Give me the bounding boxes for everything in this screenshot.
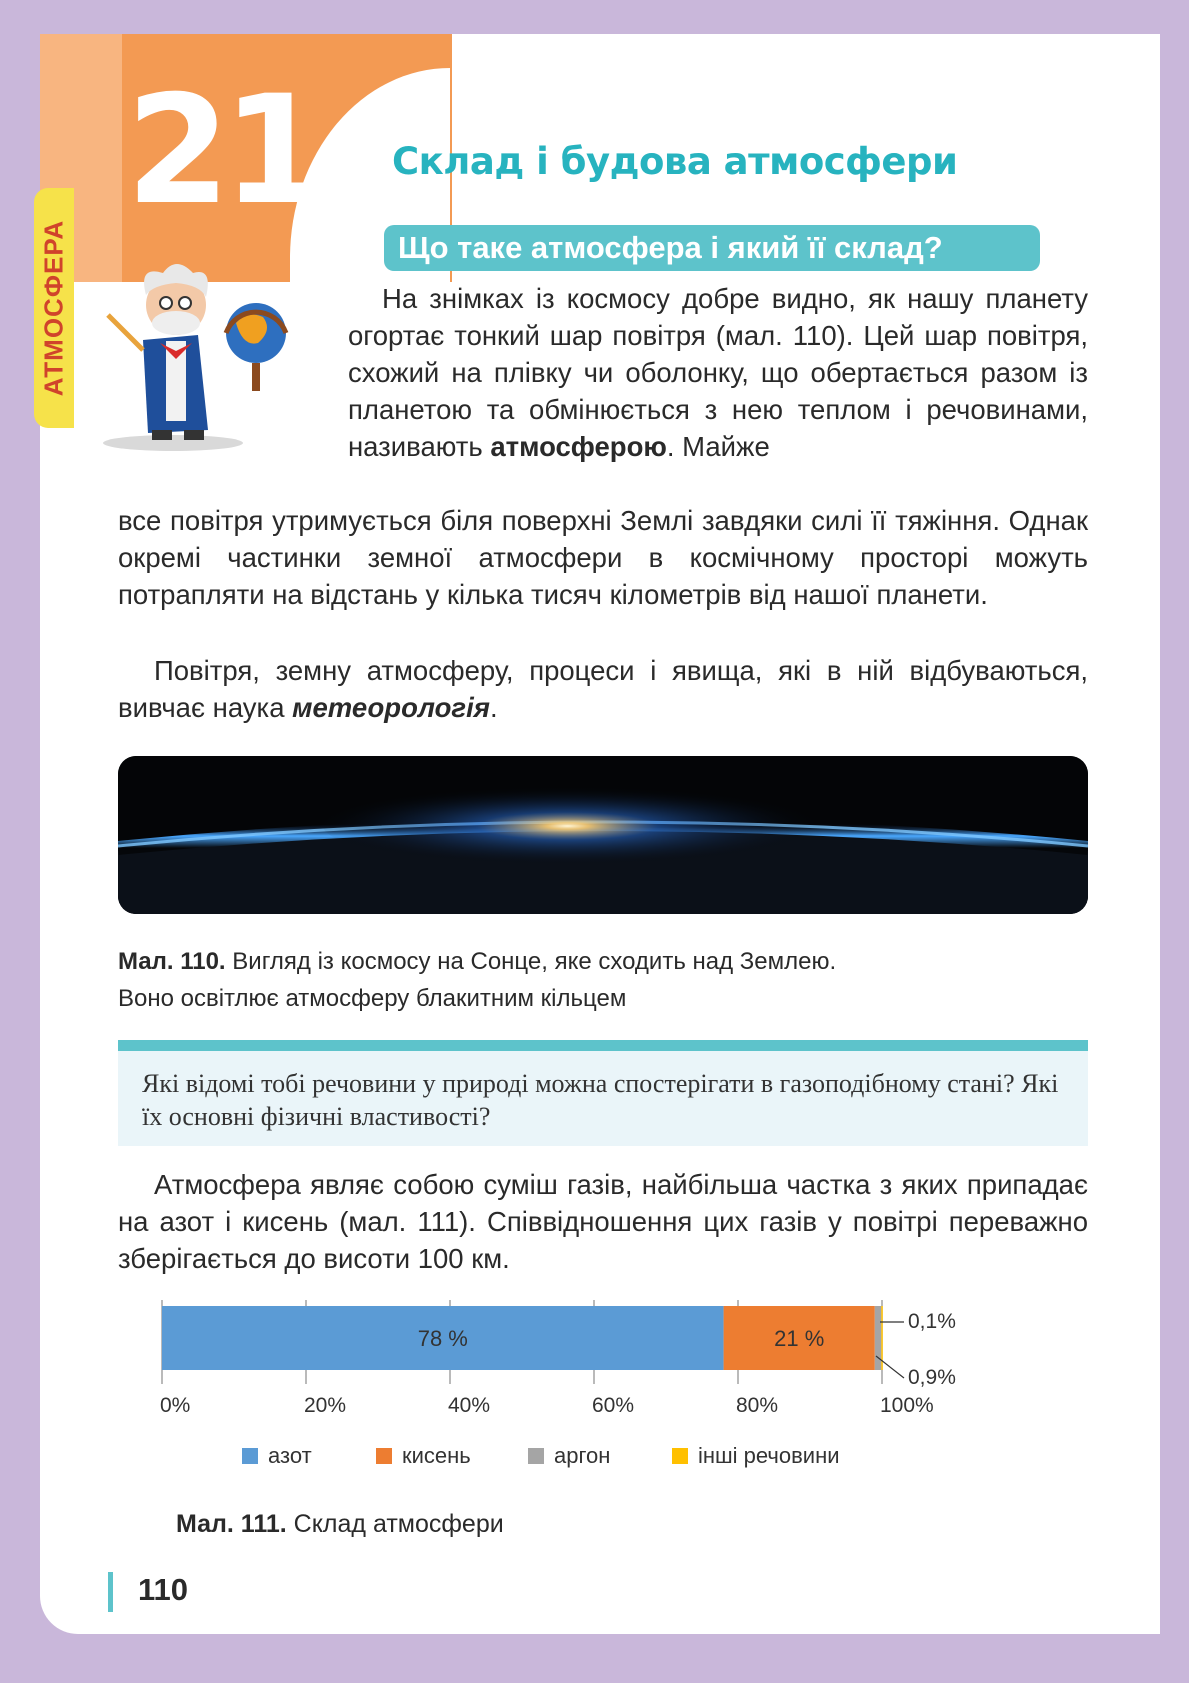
tick-label: 0% [160, 1394, 191, 1417]
legend-label: азот [268, 1443, 312, 1468]
figure-110-label: Мал. 110. [118, 948, 226, 975]
figure-111-caption [176, 1510, 504, 1539]
legend-label: аргон [554, 1443, 611, 1468]
section-label-text: АТМОСФЕРА [38, 219, 69, 397]
legend-label: інші речовини [698, 1443, 840, 1468]
tick-label: 100% [880, 1394, 934, 1417]
professor-illustration-icon [88, 255, 308, 455]
data-label: 78 % [417, 1326, 468, 1351]
legend-label: кисень [402, 1443, 471, 1468]
term-meteorology: метеорологія [292, 692, 490, 723]
paragraph-1-continued: все повітря утримується біля поверхні Землі завдяки силі її тяжіння. Однак окремі частинки земної атмосфери в космічному просторі можуть потрапляти на відстань у кілька тисяч кілометрів від нашої планети. [118, 505, 1088, 610]
tick-label: 60% [592, 1394, 635, 1417]
data-label: 21 % [774, 1326, 825, 1351]
section-side-label [34, 188, 74, 428]
figure-110-caption-line-2: Воно освітлює атмосферу блакитним кільцем [118, 985, 627, 1012]
chapter-number: 21 [126, 64, 319, 238]
paragraph-2-end: . [489, 692, 498, 723]
figure-110-caption-line-1: Вигляд із космосу на Сонце, яке сходить над Землею. [225, 948, 837, 975]
page-title: Склад і будова атмосфери [392, 140, 958, 183]
page-number: 110 [138, 1572, 189, 1607]
paragraph-2 [118, 652, 1088, 726]
tick-label: 40% [448, 1394, 491, 1417]
figure-111-label: Мал. 111. [176, 1510, 287, 1538]
atmosphere-composition-chart [140, 1300, 1060, 1470]
paragraph-1-text: На знімках із космосу добре видно, як нашу планету огортає тонкий шар повітря (мал. 110). Цей шар повітря, схожий на плівку чи оболонку, що обертається разом із планетою та обмінюється з нею теплом і речовинами, називають [348, 283, 1088, 462]
term-atmosphere: атмосферою [490, 431, 667, 462]
figure-111-caption-text: Склад атмосфери [286, 1510, 504, 1538]
legend-swatch [528, 1448, 544, 1464]
question-box: Які відомі тобі речовини у природі можна спостерігати в газоподібному стані? Які їх основні фізичні властивості? [118, 1040, 1088, 1146]
legend-swatch [242, 1448, 258, 1464]
bar-2 [875, 1306, 881, 1370]
paragraph-1-start [348, 280, 1088, 465]
data-label: 0,1% [908, 1310, 956, 1333]
paragraph-3: Атмосфера являє собою суміш газів, найбільша частка з яких припадає на азот і кисень (мал. 111). Співвідношення цих газів у повітрі переважно зберігається до висоти 100 км. [118, 1169, 1088, 1274]
page-number-bar [108, 1572, 113, 1612]
page-top-strip [400, 0, 1189, 34]
figure-110-caption [118, 943, 836, 1017]
earth-atmosphere-photo [118, 756, 1088, 914]
legend-swatch [672, 1448, 688, 1464]
data-label: 0,9% [908, 1366, 956, 1389]
paragraph-2-text: Повітря, земну атмосферу, процеси і явища, які в ній відбуваються, вивчає наука [118, 655, 1088, 723]
tick-label: 80% [736, 1394, 779, 1417]
section-subtitle: Що таке атмосфера і який її склад? [384, 225, 1040, 271]
tick-label: 20% [304, 1394, 347, 1417]
paragraph-1-text-end: . Майже [666, 431, 770, 462]
legend-swatch [376, 1448, 392, 1464]
